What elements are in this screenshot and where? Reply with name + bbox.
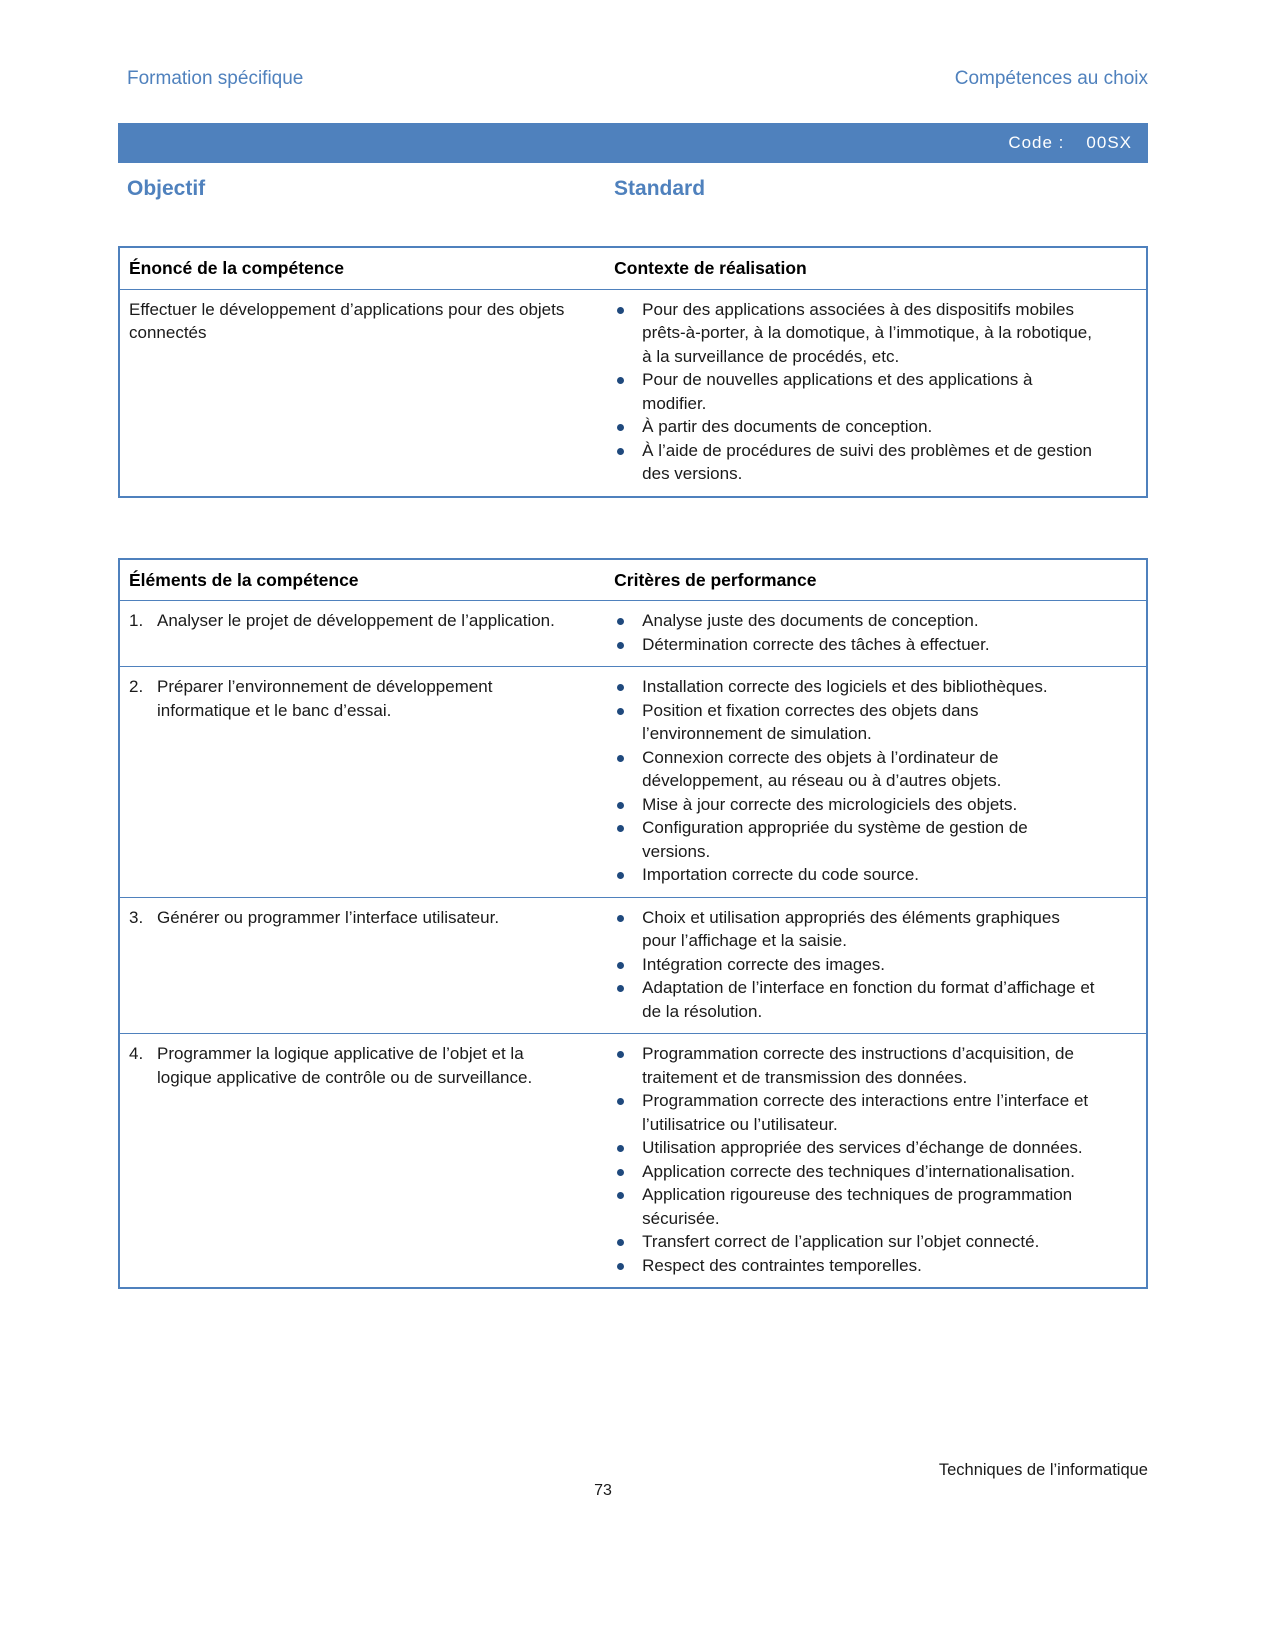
footer-program-name: Techniques de l’informatique	[938, 1461, 1148, 1479]
numbered-item	[129, 675, 578, 722]
item-number: 4.	[129, 1044, 144, 1063]
bullet-text: Installation correcte des logiciels et des bibliothèques.	[642, 677, 1048, 696]
numbered-item	[129, 906, 578, 930]
bullet-dot-icon	[617, 424, 624, 431]
column-header-right: Critères de performance	[614, 569, 817, 590]
table-header-row	[120, 560, 1146, 601]
running-header	[118, 0, 1148, 90]
bullet-item	[614, 439, 1098, 486]
header-right-text: Compétences au choix	[954, 68, 1148, 89]
bullet-item	[614, 609, 1098, 633]
page-footer	[118, 1461, 1148, 1500]
bullet-text: Analyse juste des documents de conception.	[642, 611, 979, 630]
section-headings	[118, 177, 1148, 201]
bullet-text: Programmation correcte des instructions d’acquisition, de traitement et de transmission des données.	[642, 1044, 1074, 1087]
bullet-text: Configuration appropriée du système de gestion de versions.	[642, 818, 1028, 861]
bullet-text: Respect des contraintes temporelles.	[642, 1255, 922, 1275]
bullet-item	[614, 1254, 1098, 1278]
table-row	[120, 666, 1146, 897]
bullet-item	[614, 793, 1098, 817]
table-row	[120, 897, 1146, 1034]
bullet-list	[614, 675, 1098, 887]
bullet-text: Adaptation de l’interface en fonction du format d’affichage et de la résolution.	[642, 978, 1095, 1021]
bullet-text: Détermination correcte des tâches à effectuer.	[642, 634, 990, 654]
numbered-item	[129, 609, 578, 633]
bullet-dot-icon	[617, 825, 624, 832]
criteria-cell	[600, 290, 1146, 496]
enonce-competence-table	[118, 246, 1148, 498]
bullet-item	[614, 1042, 1098, 1089]
table-header-row	[120, 248, 1146, 289]
bullet-text: Position et fixation correctes des objets dans l’environnement de simulation.	[642, 700, 979, 743]
bullet-dot-icon	[617, 1192, 624, 1199]
bullet-dot-icon	[617, 962, 624, 969]
bullet-dot-icon	[617, 1263, 624, 1270]
bullet-dot-icon	[617, 1051, 624, 1058]
bullet-dot-icon	[617, 1169, 624, 1176]
bullet-item	[614, 976, 1098, 1023]
bullet-text: Connexion correcte des objets à l’ordinateur de développement, au réseau ou à d’autres objets.	[642, 747, 1002, 790]
bullet-item	[614, 699, 1098, 746]
bullet-list	[614, 1042, 1098, 1277]
standard-heading: Standard	[614, 177, 706, 200]
bullet-dot-icon	[617, 1098, 624, 1105]
bullet-text: Application rigoureuse des techniques de programmation sécurisée.	[642, 1185, 1073, 1228]
bullet-text: Importation correcte du code source.	[642, 865, 920, 884]
bullet-text: Utilisation appropriée des services d’échange de données.	[642, 1138, 1083, 1157]
bullet-text: Pour de nouvelles applications et des applications à modifier.	[642, 370, 1033, 413]
bullet-text: Transfert correct de l’application sur l’objet connecté.	[642, 1232, 1040, 1251]
criteria-cell	[600, 1034, 1146, 1287]
bullet-item	[614, 415, 1098, 439]
bullet-dot-icon	[617, 307, 624, 314]
code-label: Code :	[1008, 133, 1065, 152]
bullet-dot-icon	[617, 618, 624, 625]
code-value: 00SX	[1086, 133, 1132, 152]
item-number: 3.	[129, 907, 144, 927]
bullet-dot-icon	[617, 448, 624, 455]
item-text: Programmer la logique applicative de l’objet et la logique applicative de contrôle ou de surveillance.	[157, 1044, 533, 1087]
bullet-item	[614, 298, 1098, 369]
bullet-list	[614, 298, 1098, 486]
bullet-dot-icon	[617, 985, 624, 992]
bullet-text: Choix et utilisation appropriés des éléments graphiques pour l’affichage et la saisie.	[642, 907, 1060, 950]
page-content	[118, 0, 1148, 1500]
element-cell	[120, 601, 600, 666]
bullet-text: Intégration correcte des images.	[642, 954, 886, 974]
bullet-list	[614, 609, 1098, 656]
bullet-item	[614, 863, 1098, 887]
bullet-dot-icon	[617, 708, 624, 715]
bullet-text: Application correcte des techniques d’internationalisation.	[642, 1161, 1075, 1181]
bullet-dot-icon	[617, 377, 624, 384]
bullet-item	[614, 1136, 1098, 1160]
bullet-item	[614, 675, 1098, 699]
column-header-right: Contexte de réalisation	[614, 258, 807, 278]
page-number: 73	[594, 1482, 612, 1499]
numbered-item	[129, 1042, 578, 1089]
bullet-list	[614, 906, 1098, 1024]
criteria-cell	[600, 667, 1146, 897]
column-header-left: Éléments de la compétence	[129, 569, 359, 590]
bullet-item	[614, 1089, 1098, 1136]
bullet-dot-icon	[617, 802, 624, 809]
bullet-dot-icon	[617, 872, 624, 879]
element-cell: Effectuer le développement d’applications pour des objets connectés	[129, 299, 565, 342]
bullet-dot-icon	[617, 684, 624, 691]
element-cell	[120, 1034, 600, 1287]
bullet-item	[614, 1183, 1098, 1230]
code-banner	[118, 123, 1148, 163]
element-cell	[120, 898, 600, 1034]
element-cell	[120, 667, 600, 897]
header-left-text: Formation spécifique	[127, 68, 304, 89]
bullet-dot-icon	[617, 1145, 624, 1152]
item-text: Générer ou programmer l’interface utilisateur.	[157, 907, 500, 927]
bullet-dot-icon	[617, 642, 624, 649]
bullet-dot-icon	[617, 915, 624, 922]
item-number: 1.	[129, 611, 144, 630]
bullet-item	[614, 1160, 1098, 1184]
table-row	[120, 600, 1146, 666]
bullet-item	[614, 368, 1098, 415]
bullet-item	[614, 816, 1098, 863]
column-header-left: Énoncé de la compétence	[129, 258, 344, 278]
criteria-cell	[600, 898, 1146, 1034]
item-text: Préparer l’environnement de développement informatique et le banc d’essai.	[157, 677, 493, 720]
bullet-text: Pour des applications associées à des dispositifs mobiles prêts-à-porter, à la domotique, à l’immotique, à la robotique, à la surveillance de procédés, etc.	[642, 299, 1092, 366]
bullet-item	[614, 633, 1098, 657]
bullet-item	[614, 906, 1098, 953]
table-row	[120, 1033, 1146, 1287]
bullet-text: Programmation correcte des interactions entre l’interface et l’utilisatrice ou l’utilisateur.	[642, 1091, 1089, 1134]
bullet-text: À partir des documents de conception.	[642, 417, 933, 436]
bullet-item	[614, 1230, 1098, 1254]
bullet-dot-icon	[617, 1239, 624, 1246]
criteria-cell	[600, 601, 1146, 666]
objectif-heading: Objectif	[127, 177, 206, 200]
table-row	[120, 289, 1146, 496]
bullet-item	[614, 953, 1098, 977]
item-text: Analyser le projet de développement de l’application.	[157, 611, 555, 630]
elements-competence-table	[118, 558, 1148, 1290]
bullet-text: À l’aide de procédures de suivi des problèmes et de gestion des versions.	[642, 440, 1092, 483]
bullet-text: Mise à jour correcte des micrologiciels des objets.	[642, 794, 1018, 814]
bullet-item	[614, 746, 1098, 793]
bullet-dot-icon	[617, 755, 624, 762]
item-number: 2.	[129, 677, 144, 696]
